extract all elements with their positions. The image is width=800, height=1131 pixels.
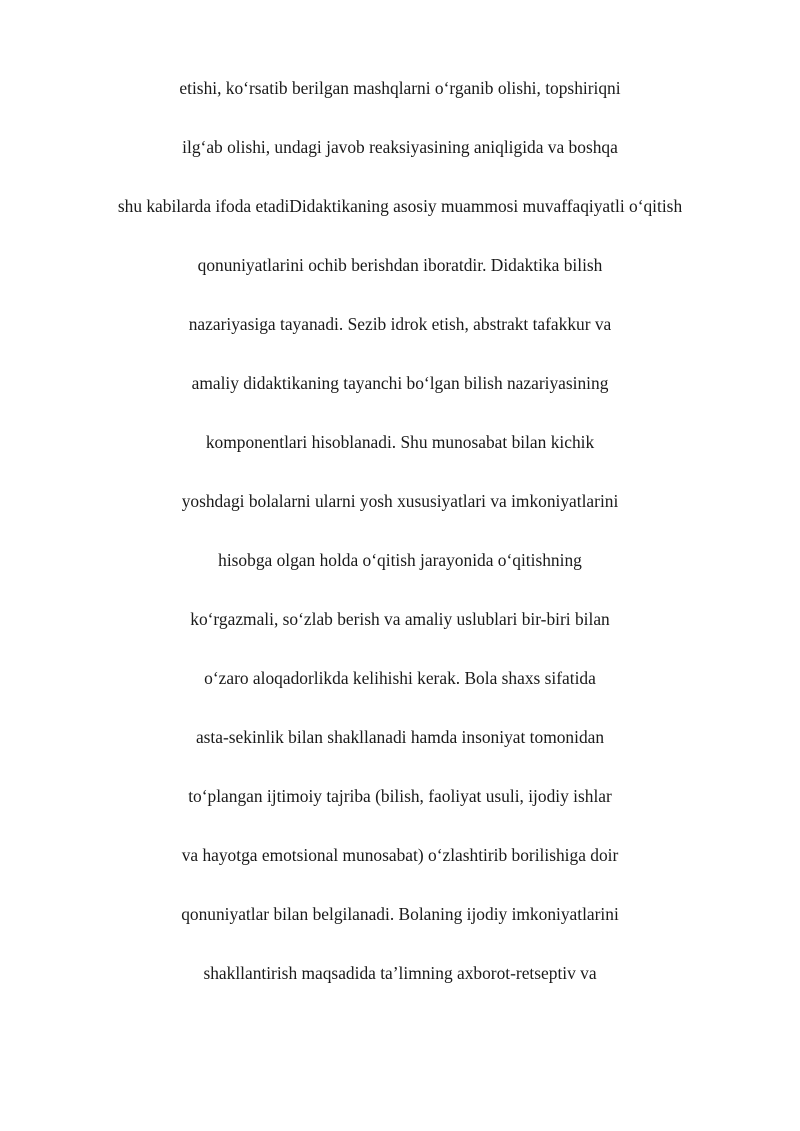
text-line: etishi, ko‘rsatib berilgan mashqlarni o‘rganib olishi, topshiriqni <box>179 78 621 98</box>
text-line: shu kabilarda ifoda etadiDidaktikaning asosiy muammosi muvaffaqiyatli o‘qitish <box>117 196 683 216</box>
text-line: shakllantirish maqsadida ta’limning axborot-retseptiv va <box>203 963 597 983</box>
text-line: hisobga olgan holda o‘qitish jarayonida o‘qitishning <box>218 550 582 570</box>
text-line: asta-sekinlik bilan shakllanadi hamda insoniyat tomonidan <box>195 727 605 747</box>
text-line: komponentlari hisoblanadi. Shu munosabat bilan kichik <box>205 432 595 452</box>
text-line: ilg‘ab olishi, undagi javob reaksiyasining aniqligida va boshqa <box>182 137 618 157</box>
text-line: qonuniyatlarini ochib berishdan iboratdir. Didaktika bilish <box>197 255 603 275</box>
text-line: to‘plangan ijtimoiy tajriba (bilish, faoliyat usuli, ijodiy ishlar <box>188 786 612 806</box>
text-line: nazariyasiga tayanadi. Sezib idrok etish, abstrakt tafakkur va <box>188 314 612 334</box>
text-line: qonuniyatlar bilan belgilanadi. Bolaning ijodiy imkoniyatlarini <box>181 904 619 924</box>
text-line: o‘zaro aloqadorlikda kelihishi kerak. Bola shaxs sifatida <box>204 668 596 688</box>
body-text <box>0 69 800 1013</box>
text-line: amaliy didaktikaning tayanchi bo‘lgan bilish nazariyasining <box>191 373 609 393</box>
text-line: va hayotga emotsional munosabat) o‘zlashtirib borilishiga doir <box>181 845 619 865</box>
text-line: yoshdagi bolalarni ularni yosh xususiyatlari va imkoniyatlarini <box>181 491 619 511</box>
text-line: ko‘rgazmali, so‘zlab berish va amaliy uslublari bir-biri bilan <box>190 609 610 629</box>
